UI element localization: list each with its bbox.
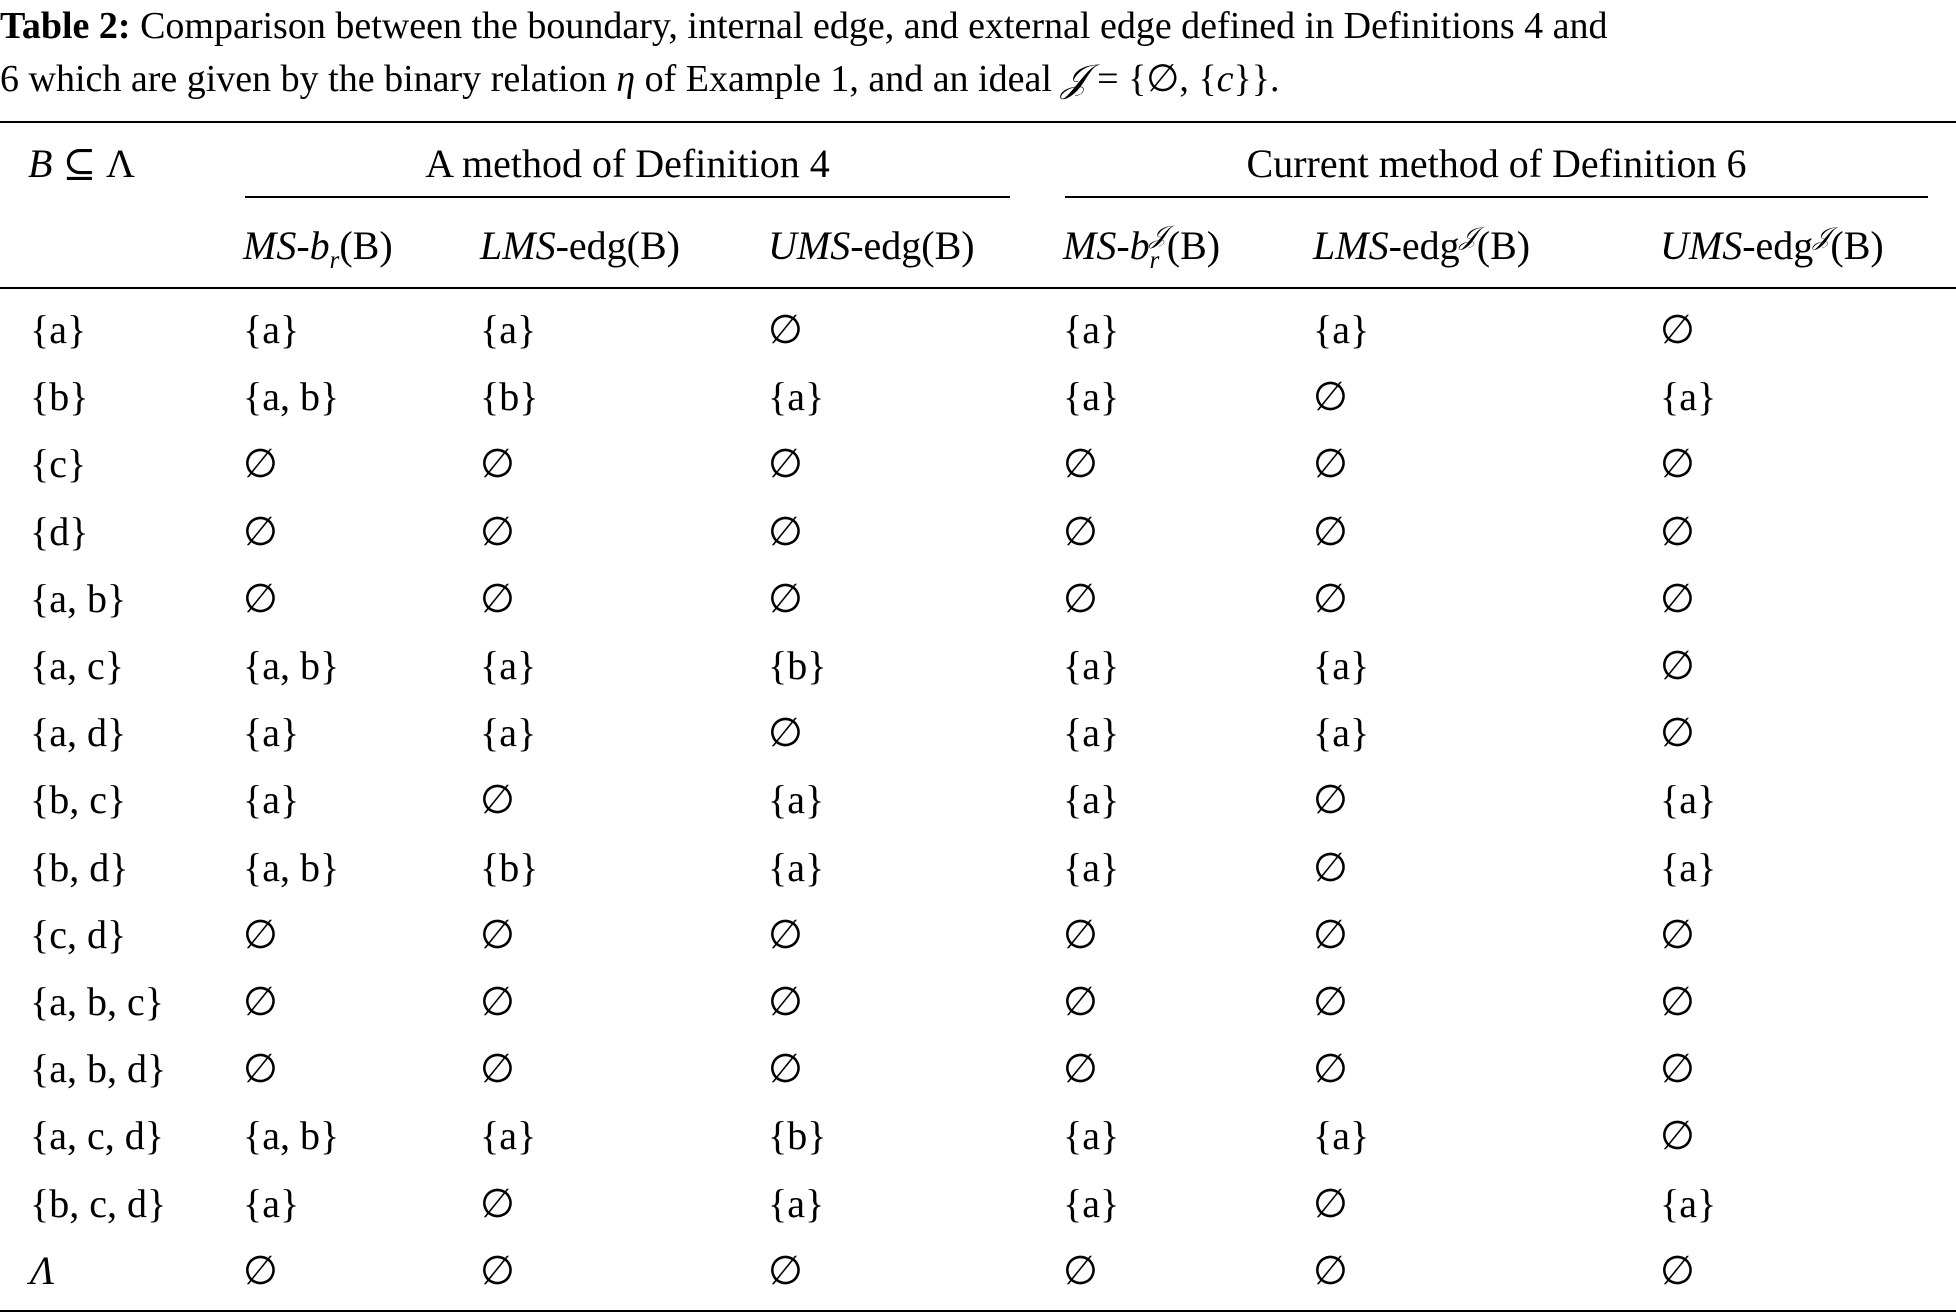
table-cell: {a}: [1063, 1181, 1120, 1226]
caption-ideal-symbol: 𝒥: [1061, 56, 1088, 100]
table-bottom-rule: [0, 1310, 1956, 1312]
table-cell: ∅: [243, 441, 278, 486]
table-cell: {a}: [1063, 374, 1120, 419]
column-header-rest: -edg: [1388, 223, 1460, 268]
column-header-2: [480, 222, 680, 270]
table-cell: ∅: [480, 912, 515, 957]
table-cell: ∅: [1313, 576, 1348, 621]
table-cell: {a}: [1063, 1113, 1120, 1158]
row-subset-cell: {a, b}: [30, 576, 127, 621]
column-header-4: [1063, 219, 1221, 276]
table-cell: ∅: [480, 441, 515, 486]
table-cell: ∅: [1063, 1248, 1098, 1293]
column-header-rest: -edg: [850, 223, 922, 268]
table-cell: ∅: [480, 1181, 515, 1226]
table-cell: ∅: [768, 307, 803, 352]
column-header-tail: (B): [1830, 223, 1884, 268]
table-cell: {a}: [243, 777, 300, 822]
table-cell: {a}: [1063, 845, 1120, 890]
table-cell: ∅: [243, 1248, 278, 1293]
row-subset-cell: {a, d}: [30, 710, 127, 755]
table-cell: ∅: [768, 441, 803, 486]
table-cell: {a, b}: [243, 374, 340, 419]
table-cell: ∅: [1660, 1046, 1695, 1091]
row-subset-cell: {a, c, d}: [30, 1113, 164, 1158]
table-cell: ∅: [1660, 509, 1695, 554]
table-cell: ∅: [243, 576, 278, 621]
column-header-tail: (B): [1166, 223, 1221, 268]
table-cell: ∅: [768, 710, 803, 755]
row-subset-cell: {b}: [30, 374, 89, 419]
table-cell: {a}: [1063, 643, 1120, 688]
row-subset-cell: {a, b, d}: [30, 1046, 167, 1091]
column-header-tail: (B): [339, 223, 393, 268]
header-b-symbol: B: [28, 141, 53, 186]
row-subset-cell: {d}: [30, 509, 89, 554]
table-cell: {a}: [1660, 777, 1717, 822]
table-cell: ∅: [1660, 979, 1695, 1024]
table-cell: {a}: [243, 1181, 300, 1226]
table-cell: ∅: [1660, 307, 1695, 352]
column-header-rest: -b: [296, 223, 330, 268]
table-cell: ∅: [1313, 441, 1348, 486]
table-cell: ∅: [1313, 777, 1348, 822]
row-subset-cell: {b, c, d}: [30, 1181, 167, 1226]
table-cell: ∅: [1063, 441, 1098, 486]
table-cell: ∅: [1063, 912, 1098, 957]
table-cell: {b}: [768, 1113, 827, 1158]
column-header-main: UMS: [768, 223, 851, 268]
table-cell: {a}: [768, 777, 825, 822]
table-cell: ∅: [1660, 710, 1695, 755]
column-header-b-letter: b: [1129, 223, 1150, 268]
table-cell: ∅: [1063, 576, 1098, 621]
table-cell: {b}: [768, 643, 827, 688]
table-cell: ∅: [243, 1046, 278, 1091]
table-cell: ∅: [768, 1248, 803, 1293]
table-cell: {a}: [243, 307, 300, 352]
table-cell: ∅: [768, 509, 803, 554]
table-cell: ∅: [1063, 509, 1098, 554]
column-header-sup: 𝒥: [1813, 221, 1831, 251]
column-header-sup: 𝒥: [1459, 221, 1477, 251]
table-cell: ∅: [480, 509, 515, 554]
column-header-6: [1660, 222, 1884, 270]
table-cell: {a}: [1660, 374, 1717, 419]
table-cell: ∅: [768, 1046, 803, 1091]
table-cell: {a}: [1063, 710, 1120, 755]
table-cell: {a}: [480, 307, 537, 352]
table-cell: {a}: [243, 710, 300, 755]
table-cell: {a}: [1313, 710, 1370, 755]
column-header-sub: r: [329, 247, 340, 274]
group-header-definition-6: Current method of Definition 6: [1246, 141, 1747, 186]
table-cell: ∅: [243, 912, 278, 957]
table-cell: ∅: [1660, 576, 1695, 621]
group-header-definition-4: A method of Definition 4: [425, 141, 830, 186]
table-cell: ∅: [1660, 1113, 1695, 1158]
column-header-rest: -edg: [555, 223, 627, 268]
column-header-main: MS: [243, 223, 297, 268]
table-cell: {a}: [768, 1181, 825, 1226]
table-cell: {a, b}: [243, 845, 340, 890]
caption-eta: η: [616, 58, 636, 100]
column-header-supsub: [1149, 219, 1167, 274]
caption-ideal-c: c: [1216, 58, 1234, 100]
caption-text-1: Comparison between the boundary, internal edge, and external edge defined in Definitions 4 and: [130, 5, 1608, 47]
column-header-1: [243, 222, 393, 274]
column-header-b-letter: b: [309, 223, 330, 268]
table-cell: {b}: [480, 845, 539, 890]
table-cell: {a}: [768, 374, 825, 419]
column-header-tail: (B): [1476, 223, 1531, 268]
table-cell: {a, b}: [243, 1113, 340, 1158]
row-subset-cell: {a}: [30, 307, 87, 352]
row-subset-cell: {c, d}: [30, 912, 127, 957]
table-cell: ∅: [1660, 1248, 1695, 1293]
table-cell: ∅: [1063, 979, 1098, 1024]
column-header-3: [768, 222, 975, 270]
table-cell: ∅: [1313, 979, 1348, 1024]
group-rule-definition-6: [1065, 196, 1928, 198]
table-cell: {a, b}: [243, 643, 340, 688]
table-cell: ∅: [1660, 643, 1695, 688]
column-header-sub: r: [1149, 246, 1160, 274]
table-cell: ∅: [1660, 441, 1695, 486]
table-cell: ∅: [1313, 912, 1348, 957]
table-top-rule: [0, 121, 1956, 123]
table-cell: {a}: [480, 710, 537, 755]
table-cell: {a}: [480, 643, 537, 688]
column-header-tail: (B): [626, 223, 680, 268]
column-header-main: MS: [1063, 223, 1117, 268]
table-cell: ∅: [1313, 374, 1348, 419]
group-rule-definition-4: [245, 196, 1010, 198]
table-cell: ∅: [243, 979, 278, 1024]
table-cell: ∅: [1660, 912, 1695, 957]
table-cell: ∅: [768, 979, 803, 1024]
table-cell: ∅: [1063, 1046, 1098, 1091]
column-header-rest: -b: [1116, 223, 1150, 268]
table-cell: ∅: [1313, 1046, 1348, 1091]
column-header-5: [1313, 222, 1530, 270]
table-cell: {a}: [480, 1113, 537, 1158]
table-cell: {a}: [1313, 1113, 1370, 1158]
table-cell: {b}: [480, 374, 539, 419]
table-caption: [0, 0, 1956, 105]
caption-line-1: [0, 0, 1956, 52]
first-column-header: [28, 140, 135, 188]
column-header-sup: 𝒥: [1149, 219, 1167, 249]
caption-text-2b: of Example 1, and an ideal: [635, 58, 1062, 100]
table-cell: ∅: [768, 912, 803, 957]
table-cell: ∅: [480, 979, 515, 1024]
table-cell: {a}: [1063, 307, 1120, 352]
table-cell: {a}: [1313, 643, 1370, 688]
header-subset-lambda: ⊆ Λ: [52, 141, 135, 186]
column-header-tail: (B): [921, 223, 975, 268]
caption-label: Table 2:: [0, 5, 131, 47]
table-cell: ∅: [480, 576, 515, 621]
table-cell: {a}: [1313, 307, 1370, 352]
caption-line-2: [0, 52, 1956, 105]
table-header-rule: [0, 287, 1956, 289]
table-cell: ∅: [1313, 845, 1348, 890]
row-subset-cell: {b, c}: [30, 777, 127, 822]
row-subset-cell: {c}: [30, 441, 87, 486]
table-cell: {a}: [768, 845, 825, 890]
row-subset-cell: Λ: [30, 1248, 55, 1293]
table-cell: ∅: [1313, 1181, 1348, 1226]
table-cell: {a}: [1063, 777, 1120, 822]
caption-text-2c: = {∅, {: [1087, 58, 1217, 100]
row-subset-cell: {b, d}: [30, 845, 129, 890]
table-cell: ∅: [768, 576, 803, 621]
caption-text-2d: }}.: [1233, 58, 1280, 100]
column-header-main: LMS: [480, 223, 556, 268]
table-cell: ∅: [480, 777, 515, 822]
table-cell: {a}: [1660, 1181, 1717, 1226]
row-subset-cell: {a, c}: [30, 643, 124, 688]
column-header-main: UMS: [1660, 223, 1743, 268]
column-header-rest: -edg: [1742, 223, 1814, 268]
table-cell: ∅: [1313, 509, 1348, 554]
table-cell: ∅: [243, 509, 278, 554]
table-cell: ∅: [1313, 1248, 1348, 1293]
caption-text-2a: 6 which are given by the binary relation: [0, 58, 617, 100]
table-cell: ∅: [480, 1046, 515, 1091]
table-cell: {a}: [1660, 845, 1717, 890]
column-header-main: LMS: [1313, 223, 1389, 268]
table-cell: ∅: [480, 1248, 515, 1293]
row-subset-cell: {a, b, c}: [30, 979, 164, 1024]
